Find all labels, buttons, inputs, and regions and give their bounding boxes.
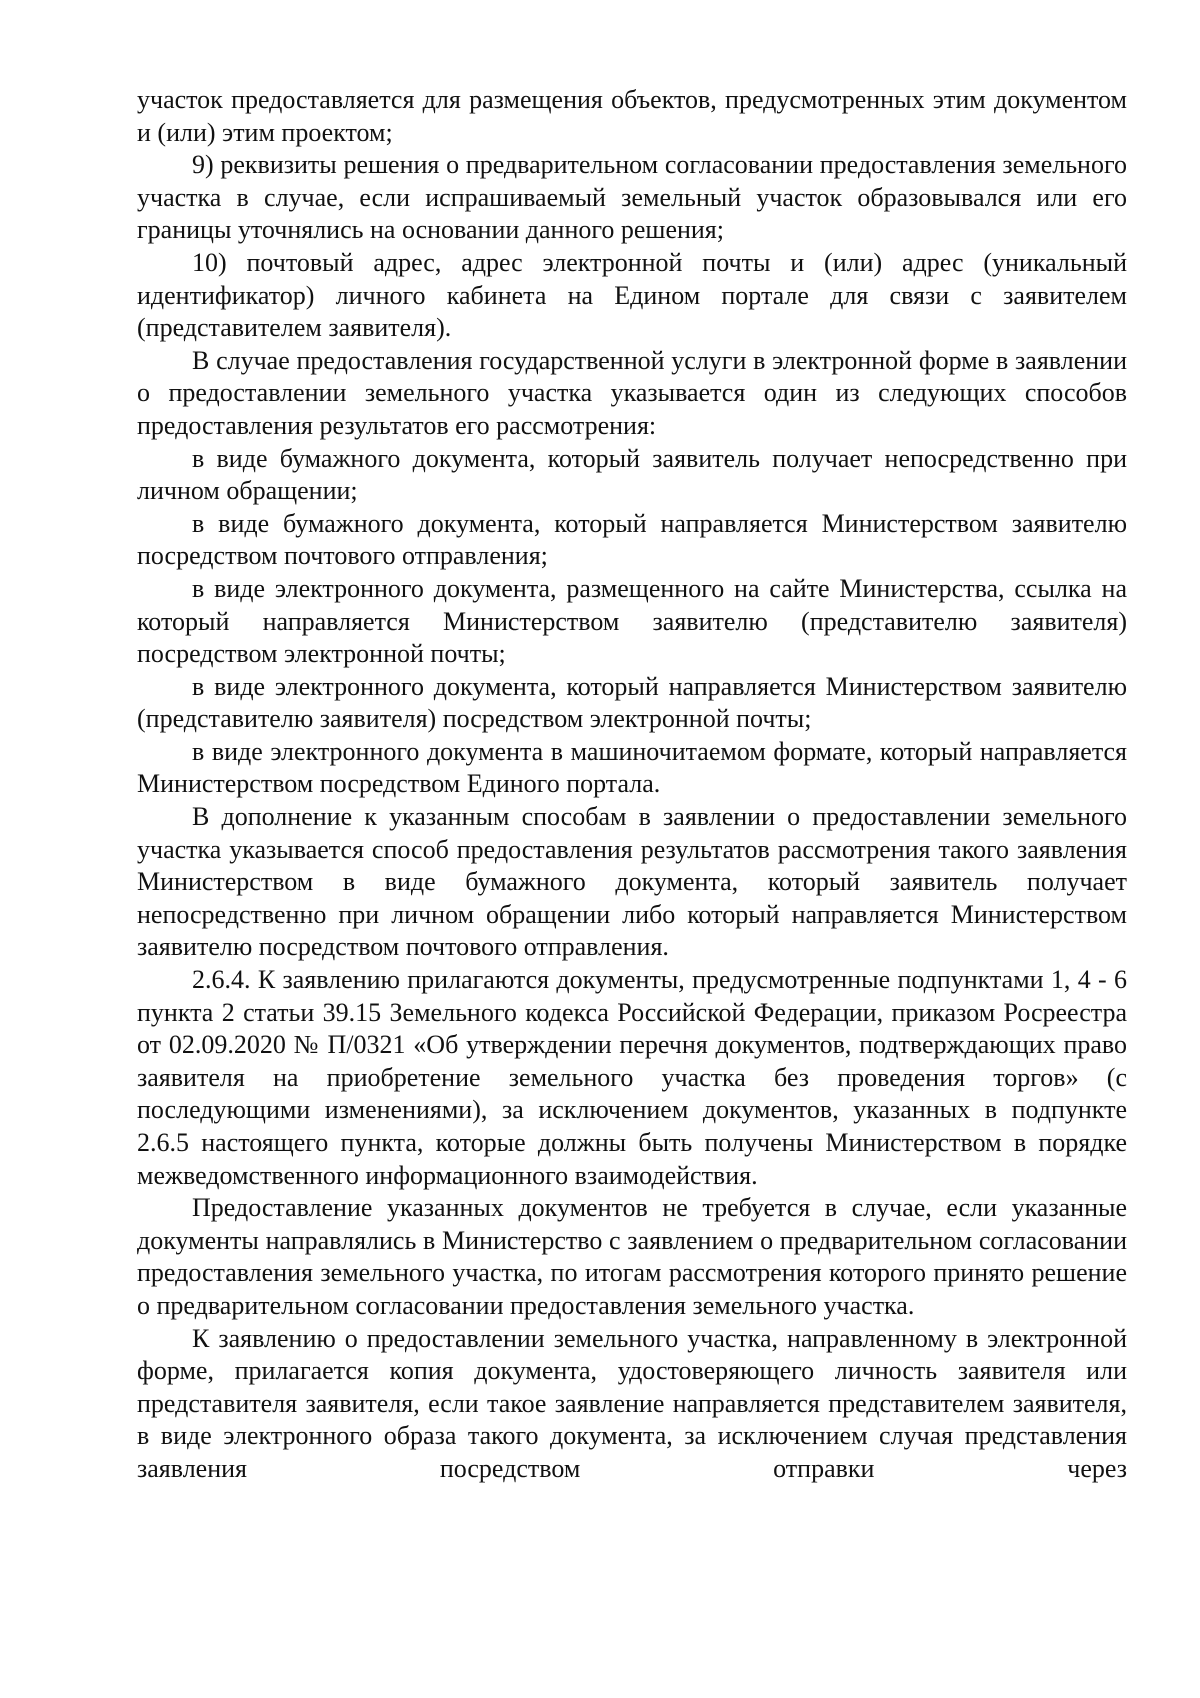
document-paragraph: В случае предоставления государственной услуги в электронной форме в заявлении о предоставлении земельного участка указывается один из следующих способов предоставления результатов его рассмотрения: xyxy=(137,345,1127,440)
document-paragraph: в виде электронного документа в машиночитаемом формате, который направляется Министерством посредством Единого портала. xyxy=(137,736,1127,799)
document-paragraph: В дополнение к указанным способам в заявлении о предоставлении земельного участка указывается способ предоставления результатов рассмотрения такого заявления Министерством в виде бумажного документа, который заявитель получает непосредственно при личном обращении либо который направляется Министерством заявителю посредством почтового отправления. xyxy=(137,802,1127,962)
document-paragraph: в виде бумажного документа, который заявитель получает непосредственно при личном обращении; xyxy=(137,443,1127,506)
document-paragraph: участок предоставляется для размещения объектов, предусмотренных этим документом и (или) этим проектом; xyxy=(137,85,1127,147)
document-paragraph: 10) почтовый адрес, адрес электронной почты и (или) адрес (уникальный идентификатор) личного кабинета на Едином портале для связи с заявителем (представителем заявителя). xyxy=(137,247,1127,343)
document-paragraph: в виде электронного документа, размещенного на сайте Министерства, ссылка на который направляется Министерством заявителю (представителю заявителя) посредством электронной почты; xyxy=(137,573,1127,669)
document-paragraph: в виде бумажного документа, который направляется Министерством заявителю посредством почтового отправления; xyxy=(137,508,1127,571)
document-paragraph: 9) реквизиты решения о предварительном согласовании предоставления земельного участка в случае, если испрашиваемый земельный участок образовывался или его границы уточнялись на основании данного решения; xyxy=(137,150,1127,245)
document-paragraph: К заявлению о предоставлении земельного участка, направленному в электронной форме, прилагается копия документа, удостоверяющего личность заявителя или представителя заявителя, если такое заявление направляется представителем заявителя, в виде электронного образа такого документа, за исключением случая представления заявления посредством отправки через xyxy=(137,1323,1127,1483)
document-paragraph: в виде электронного документа, который направляется Министерством заявителю (представителю заявителя) посредством электронной почты; xyxy=(137,671,1127,734)
document-page xyxy=(137,84,1127,1486)
document-paragraph: 2.6.4. К заявлению прилагаются документы, предусмотренные подпунктами 1, 4 - 6 пункта 2 статьи 39.15 Земельного кодекса Российской Федерации, приказом Росреестра от 02.09.2020 № П/0321 «Об утверждении перечня документов, подтверждающих право заявителя на приобретение земельного участка без проведения торгов» (с последующими изменениями), за исключением документов, указанных в подпункте 2.6.5 настоящего пункта, которые должны быть получены Министерством в порядке межведомственного информационного взаимодействия. xyxy=(137,965,1127,1190)
document-paragraph: Предоставление указанных документов не требуется в случае, если указанные документы направлялись в Министерство с заявлением о предварительном согласовании предоставления земельного участка, по итогам рассмотрения которого принято решение о предварительном согласовании предоставления земельного участка. xyxy=(137,1193,1127,1320)
